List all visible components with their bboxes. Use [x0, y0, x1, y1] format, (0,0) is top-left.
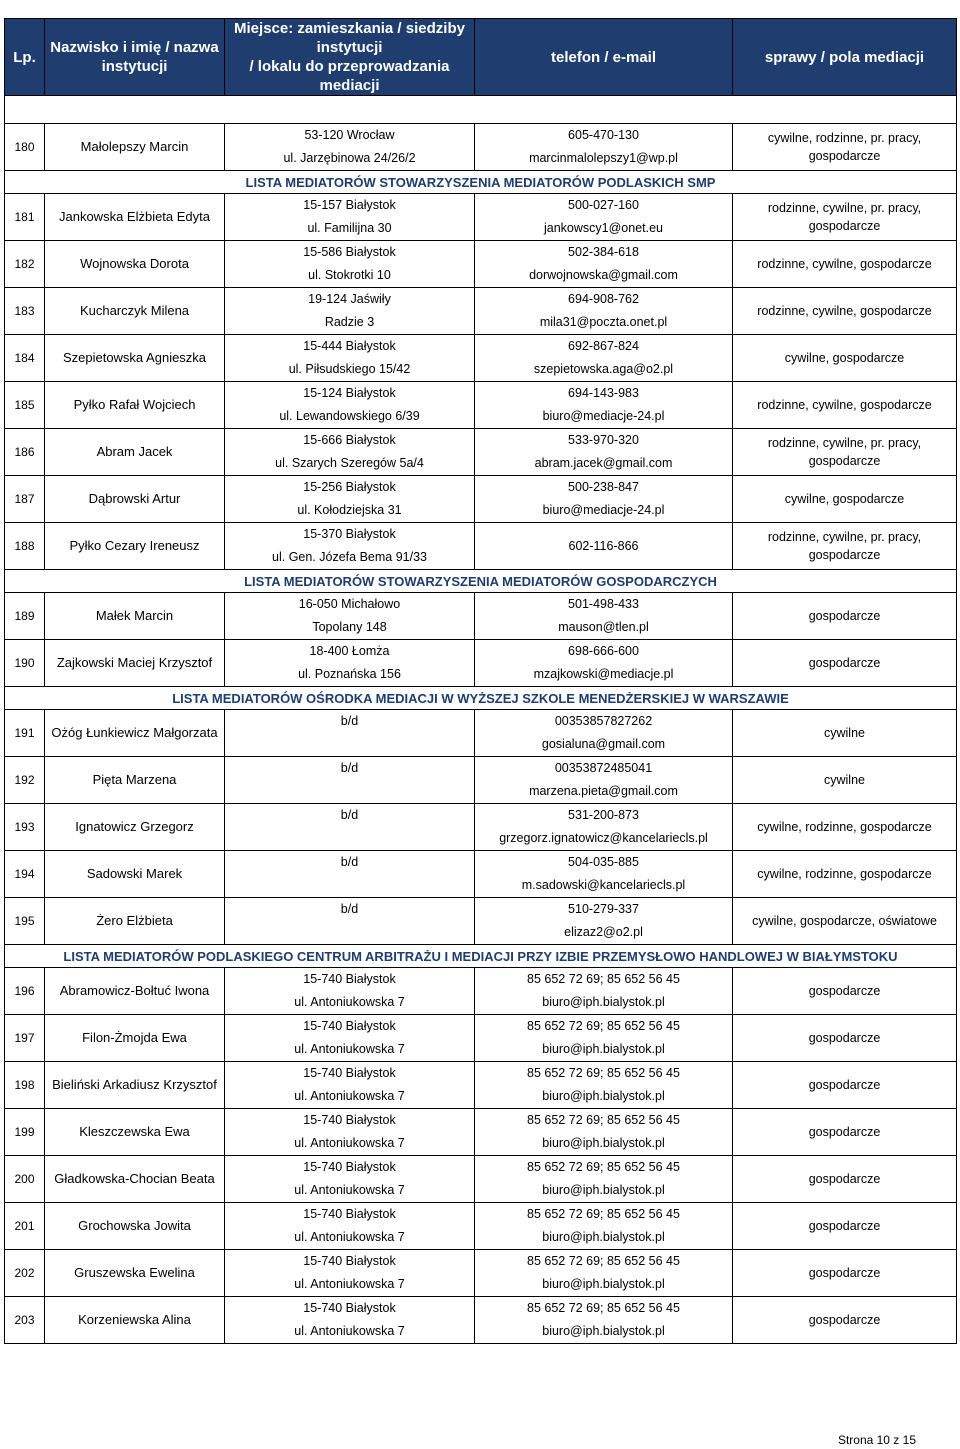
- address-line-1: 18-400 Łomża: [309, 644, 390, 658]
- email: biuro@iph.bialystok.pl: [542, 1136, 665, 1150]
- address-line-2: ul. Antoniukowska 7: [294, 1324, 405, 1338]
- row-address: [225, 335, 475, 382]
- table-row: [5, 757, 957, 804]
- phone: 85 652 72 69; 85 652 56 45: [527, 1207, 680, 1221]
- row-lp: 192: [5, 757, 45, 804]
- table-row: [5, 124, 957, 171]
- address-blank: [227, 921, 472, 944]
- row-fields: cywilne, rodzinne, pr. pracy, gospodarcze: [733, 124, 957, 171]
- address-line-1: b/d: [340, 808, 359, 822]
- row-contact: [475, 194, 733, 241]
- row-contact: [475, 593, 733, 640]
- section-title: LISTA MEDIATORÓW OŚRODKA MEDIACJI W WYŻSZEJ SZKOLE MENEDŻERSKIEJ W WARSZAWIE: [5, 687, 957, 710]
- row-address: [225, 476, 475, 523]
- row-lp: 196: [5, 968, 45, 1015]
- row-lp: 190: [5, 640, 45, 687]
- row-fields: gospodarcze: [733, 968, 957, 1015]
- row-fields: rodzinne, cywilne, gospodarcze: [733, 382, 957, 429]
- section-banner-row: [5, 570, 957, 593]
- row-lp: 187: [5, 476, 45, 523]
- row-contact: [475, 1109, 733, 1156]
- row-lp: 184: [5, 335, 45, 382]
- table-header-row: [5, 19, 957, 96]
- row-contact: [475, 710, 733, 757]
- row-name: Małek Marcin: [45, 593, 225, 640]
- address-line-1: 15-740 Białystok: [303, 1254, 396, 1268]
- address-line-2: ul. Stokrotki 10: [308, 268, 391, 282]
- row-name: Szepietowska Agnieszka: [45, 335, 225, 382]
- row-name: Korzeniewska Alina: [45, 1297, 225, 1344]
- row-name: Bieliński Arkadiusz Krzysztof: [45, 1062, 225, 1109]
- row-address: [225, 851, 475, 898]
- table-row: [5, 382, 957, 429]
- address-line-2: Radzie 3: [324, 315, 375, 329]
- table-row: [5, 1062, 957, 1109]
- row-fields: gospodarcze: [733, 640, 957, 687]
- row-lp: 198: [5, 1062, 45, 1109]
- address-blank: [227, 733, 472, 756]
- phone: 698-666-600: [568, 644, 639, 658]
- email: biuro@iph.bialystok.pl: [542, 1230, 665, 1244]
- row-fields: rodzinne, cywilne, pr. pracy, gospodarcze: [733, 194, 957, 241]
- phone: 85 652 72 69; 85 652 56 45: [527, 1254, 680, 1268]
- row-name: Dąbrowski Artur: [45, 476, 225, 523]
- row-contact: [475, 804, 733, 851]
- address-line-1: 15-666 Białystok: [303, 433, 396, 447]
- table-row: [5, 1203, 957, 1250]
- row-address: [225, 382, 475, 429]
- phone: 605-470-130: [568, 128, 639, 142]
- address-line-1: b/d: [340, 902, 359, 916]
- col-header-contact: telefon / e-mail: [475, 19, 733, 96]
- row-contact: [475, 335, 733, 382]
- row-name: Małolepszy Marcin: [45, 124, 225, 171]
- table-row: [5, 640, 957, 687]
- phone: 00353872485041: [554, 761, 653, 775]
- phone: 00353857827262: [554, 714, 653, 728]
- address-line-1: b/d: [340, 855, 359, 869]
- phone: 602-116-866: [568, 538, 639, 553]
- page-footer: Strona 10 z 15: [837, 1433, 916, 1447]
- address-line-1: b/d: [340, 714, 359, 728]
- address-line-2: ul. Poznańska 156: [298, 667, 401, 681]
- row-fields: rodzinne, cywilne, pr. pracy, gospodarcze: [733, 429, 957, 476]
- row-address: [225, 1015, 475, 1062]
- phone: 692-867-824: [568, 339, 639, 353]
- table-row: [5, 804, 957, 851]
- address-line-2: ul. Kołodziejska 31: [297, 503, 402, 517]
- address-line-2: ul. Szarych Szeregów 5a/4: [275, 456, 424, 470]
- mediators-table: [4, 18, 957, 1344]
- address-blank: [227, 827, 472, 850]
- address-line-1: 15-157 Białystok: [303, 198, 396, 212]
- phone: 510-279-337: [568, 902, 639, 916]
- row-contact: [475, 898, 733, 945]
- row-contact: [475, 124, 733, 171]
- row-contact: [475, 1250, 733, 1297]
- address-line-1: 15-740 Białystok: [303, 972, 396, 986]
- row-lp: 193: [5, 804, 45, 851]
- email: elizaz2@o2.pl: [564, 925, 643, 939]
- section-banner-row: [5, 171, 957, 194]
- address-line-2: ul. Antoniukowska 7: [294, 1277, 405, 1291]
- row-fields: gospodarcze: [733, 1297, 957, 1344]
- address-line-1: 15-740 Białystok: [303, 1019, 396, 1033]
- address-line-1: 15-740 Białystok: [303, 1113, 396, 1127]
- row-address: [225, 241, 475, 288]
- phone: 85 652 72 69; 85 652 56 45: [527, 972, 680, 986]
- address-line-1: 15-124 Białystok: [303, 386, 396, 400]
- section-banner-row: [5, 945, 957, 968]
- row-contact: [475, 429, 733, 476]
- address-line-2: ul. Antoniukowska 7: [294, 1183, 405, 1197]
- row-lp: 188: [5, 523, 45, 570]
- phone: 85 652 72 69; 85 652 56 45: [527, 1113, 680, 1127]
- table-row: [5, 241, 957, 288]
- row-address: [225, 1062, 475, 1109]
- table-row: [5, 476, 957, 523]
- row-contact: [475, 851, 733, 898]
- section-title: LISTA MEDIATORÓW STOWARZYSZENIA MEDIATORÓW PODLASKICH SMP: [5, 171, 957, 194]
- table-row: [5, 335, 957, 382]
- address-line-2: ul. Gen. Józefa Bema 91/33: [272, 550, 427, 564]
- row-name: Pyłko Cezary Ireneusz: [45, 523, 225, 570]
- table-row: [5, 1297, 957, 1344]
- row-lp: 194: [5, 851, 45, 898]
- email: szepietowska.aga@o2.pl: [533, 362, 674, 376]
- row-address: [225, 1203, 475, 1250]
- email: gosialuna@gmail.com: [541, 737, 666, 751]
- row-fields: rodzinne, cywilne, pr. pracy, gospodarcze: [733, 523, 957, 570]
- row-lp: 185: [5, 382, 45, 429]
- address-line-2: ul. Antoniukowska 7: [294, 1042, 405, 1056]
- row-name: Gładkowska-Chocian Beata: [45, 1156, 225, 1203]
- row-name: Zajkowski Maciej Krzysztof: [45, 640, 225, 687]
- row-name: Abram Jacek: [45, 429, 225, 476]
- address-line-1: 15-444 Białystok: [303, 339, 396, 353]
- email: marzena.pieta@gmail.com: [529, 784, 678, 798]
- row-name: Pyłko Rafał Wojciech: [45, 382, 225, 429]
- address-blank: [227, 780, 472, 803]
- address-line-2: ul. Familijna 30: [307, 221, 392, 235]
- row-address: [225, 429, 475, 476]
- table-row: [5, 1109, 957, 1156]
- phone: 502-384-618: [568, 245, 639, 259]
- section-title: LISTA MEDIATORÓW PODLASKIEGO CENTRUM ARBITRAŻU I MEDIACJI PRZY IZBIE PRZEMYSŁOWO HANDLOWEJ W BIAŁYMSTOKU: [5, 945, 957, 968]
- row-fields: cywilne: [733, 710, 957, 757]
- table-row: [5, 593, 957, 640]
- row-name: Sadowski Marek: [45, 851, 225, 898]
- address-line-1: 19-124 Jaświły: [308, 292, 391, 306]
- row-address: [225, 1109, 475, 1156]
- row-address: [225, 124, 475, 171]
- address-line-1: 15-740 Białystok: [303, 1160, 396, 1174]
- address-line-2: ul. Antoniukowska 7: [294, 995, 405, 1009]
- row-fields: rodzinne, cywilne, gospodarcze: [733, 288, 957, 335]
- row-fields: cywilne, gospodarcze: [733, 335, 957, 382]
- email: biuro@iph.bialystok.pl: [542, 995, 665, 1009]
- row-lp: 189: [5, 593, 45, 640]
- row-name: Jankowska Elżbieta Edyta: [45, 194, 225, 241]
- address-line-2: ul. Jarzębinowa 24/26/2: [283, 151, 416, 165]
- col-header-name: Nazwisko i imię / nazwa instytucji: [45, 19, 225, 96]
- phone: 85 652 72 69; 85 652 56 45: [527, 1160, 680, 1174]
- row-contact: [475, 523, 733, 570]
- row-name: Grochowska Jowita: [45, 1203, 225, 1250]
- email: mila31@poczta.onet.pl: [539, 315, 668, 329]
- email: grzegorz.ignatowicz@kancelariecls.pl: [499, 831, 708, 845]
- row-fields: gospodarcze: [733, 1156, 957, 1203]
- row-contact: [475, 1203, 733, 1250]
- address-blank: [227, 874, 472, 897]
- row-lp: 186: [5, 429, 45, 476]
- row-fields: gospodarcze: [733, 1250, 957, 1297]
- email: dorwojnowska@gmail.com: [529, 268, 678, 282]
- phone: 501-498-433: [568, 597, 639, 611]
- row-lp: 200: [5, 1156, 45, 1203]
- row-fields: cywilne, gospodarcze, oświatowe: [733, 898, 957, 945]
- address-line-2: ul. Antoniukowska 7: [294, 1089, 405, 1103]
- row-address: [225, 1297, 475, 1344]
- row-name: Żero Elżbieta: [45, 898, 225, 945]
- col-header-place: Miejsce: zamieszkania / siedziby instytucji / lokalu do przeprowadzania mediacji: [225, 19, 475, 96]
- table-row: [5, 523, 957, 570]
- row-lp: 180: [5, 124, 45, 171]
- row-address: [225, 194, 475, 241]
- email: biuro@mediacje-24.pl: [542, 409, 665, 423]
- address-line-1: 16-050 Michałowo: [298, 597, 401, 611]
- header-spacer-row: [5, 96, 957, 124]
- section-banner-row: [5, 687, 957, 710]
- table-row: [5, 710, 957, 757]
- row-lp: 182: [5, 241, 45, 288]
- row-contact: [475, 241, 733, 288]
- row-contact: [475, 1015, 733, 1062]
- row-contact: [475, 757, 733, 804]
- row-name: Abramowicz-Bołtuć Iwona: [45, 968, 225, 1015]
- row-lp: 197: [5, 1015, 45, 1062]
- row-lp: 203: [5, 1297, 45, 1344]
- row-address: [225, 640, 475, 687]
- table-row: [5, 1156, 957, 1203]
- row-name: Wojnowska Dorota: [45, 241, 225, 288]
- phone: 85 652 72 69; 85 652 56 45: [527, 1066, 680, 1080]
- row-address: [225, 1250, 475, 1297]
- section-title: LISTA MEDIATORÓW STOWARZYSZENIA MEDIATORÓW GOSPODARCZYCH: [5, 570, 957, 593]
- row-name: Filon-Żmojda Ewa: [45, 1015, 225, 1062]
- row-lp: 181: [5, 194, 45, 241]
- row-lp: 183: [5, 288, 45, 335]
- row-address: [225, 804, 475, 851]
- phone: 500-027-160: [568, 198, 639, 212]
- row-lp: 202: [5, 1250, 45, 1297]
- address-line-1: 15-740 Białystok: [303, 1207, 396, 1221]
- row-contact: [475, 1156, 733, 1203]
- row-name: Gruszewska Ewelina: [45, 1250, 225, 1297]
- email: biuro@iph.bialystok.pl: [542, 1089, 665, 1103]
- table-row: [5, 898, 957, 945]
- row-lp: 199: [5, 1109, 45, 1156]
- row-contact: [475, 476, 733, 523]
- table-row: [5, 194, 957, 241]
- email: abram.jacek@gmail.com: [534, 456, 673, 470]
- email: biuro@iph.bialystok.pl: [542, 1277, 665, 1291]
- row-fields: gospodarcze: [733, 1062, 957, 1109]
- row-fields: gospodarcze: [733, 1015, 957, 1062]
- email: biuro@iph.bialystok.pl: [542, 1324, 665, 1338]
- email: biuro@iph.bialystok.pl: [542, 1042, 665, 1056]
- phone: 85 652 72 69; 85 652 56 45: [527, 1301, 680, 1315]
- address-line-2: ul. Antoniukowska 7: [294, 1230, 405, 1244]
- address-line-2: ul. Lewandowskiego 6/39: [279, 409, 420, 423]
- address-line-1: 15-740 Białystok: [303, 1066, 396, 1080]
- table-row: [5, 851, 957, 898]
- row-contact: [475, 968, 733, 1015]
- address-line-1: b/d: [340, 761, 359, 775]
- row-contact: [475, 640, 733, 687]
- address-line-2: Topolany 148: [312, 620, 387, 634]
- address-line-2: ul. Piłsudskiego 15/42: [288, 362, 411, 376]
- row-fields: gospodarcze: [733, 1109, 957, 1156]
- phone: 504-035-885: [568, 855, 639, 869]
- row-fields: cywilne, rodzinne, gospodarcze: [733, 851, 957, 898]
- row-address: [225, 593, 475, 640]
- row-fields: cywilne, rodzinne, gospodarcze: [733, 804, 957, 851]
- col-header-lp: Lp.: [5, 19, 45, 96]
- row-name: Kleszczewska Ewa: [45, 1109, 225, 1156]
- email: mauson@tlen.pl: [558, 620, 649, 634]
- email: jankowscy1@onet.eu: [543, 221, 663, 235]
- phone: 85 652 72 69; 85 652 56 45: [527, 1019, 680, 1033]
- address-line-1: 53-120 Wrocław: [304, 128, 395, 142]
- email: mzajkowski@mediacje.pl: [533, 667, 674, 681]
- phone: 533-970-320: [568, 433, 639, 447]
- row-fields: cywilne, gospodarcze: [733, 476, 957, 523]
- row-contact: [475, 1062, 733, 1109]
- row-fields: rodzinne, cywilne, gospodarcze: [733, 241, 957, 288]
- phone: 694-908-762: [568, 292, 639, 306]
- row-name: Kucharczyk Milena: [45, 288, 225, 335]
- row-name: Ożóg Łunkiewicz Małgorzata: [45, 710, 225, 757]
- row-address: [225, 898, 475, 945]
- phone: 694-143-983: [568, 386, 639, 400]
- phone: 500-238-847: [568, 480, 639, 494]
- phone: 531-200-873: [568, 808, 639, 822]
- row-lp: 195: [5, 898, 45, 945]
- table-row: [5, 429, 957, 476]
- email: marcinmalolepszy1@wp.pl: [529, 151, 678, 165]
- row-fields: gospodarcze: [733, 1203, 957, 1250]
- col-header-fields: sprawy / pola mediacji: [733, 19, 957, 96]
- row-address: [225, 710, 475, 757]
- table-row: [5, 288, 957, 335]
- address-line-1: 15-370 Białystok: [303, 527, 396, 541]
- row-address: [225, 288, 475, 335]
- row-fields: gospodarcze: [733, 593, 957, 640]
- row-address: [225, 757, 475, 804]
- address-line-1: 15-740 Białystok: [303, 1301, 396, 1315]
- row-address: [225, 523, 475, 570]
- row-lp: 201: [5, 1203, 45, 1250]
- row-contact: [475, 1297, 733, 1344]
- table-row: [5, 968, 957, 1015]
- row-name: Pięta Marzena: [45, 757, 225, 804]
- table-row: [5, 1015, 957, 1062]
- row-lp: 191: [5, 710, 45, 757]
- row-address: [225, 968, 475, 1015]
- address-line-2: ul. Antoniukowska 7: [294, 1136, 405, 1150]
- address-line-1: 15-256 Białystok: [303, 480, 396, 494]
- address-line-1: 15-586 Białystok: [303, 245, 396, 259]
- email: m.sadowski@kancelariecls.pl: [521, 878, 686, 892]
- row-name: Ignatowicz Grzegorz: [45, 804, 225, 851]
- row-contact: [475, 288, 733, 335]
- row-fields: cywilne: [733, 757, 957, 804]
- email: biuro@iph.bialystok.pl: [542, 1183, 665, 1197]
- row-address: [225, 1156, 475, 1203]
- email: biuro@mediacje-24.pl: [542, 503, 665, 517]
- table-row: [5, 1250, 957, 1297]
- row-contact: [475, 382, 733, 429]
